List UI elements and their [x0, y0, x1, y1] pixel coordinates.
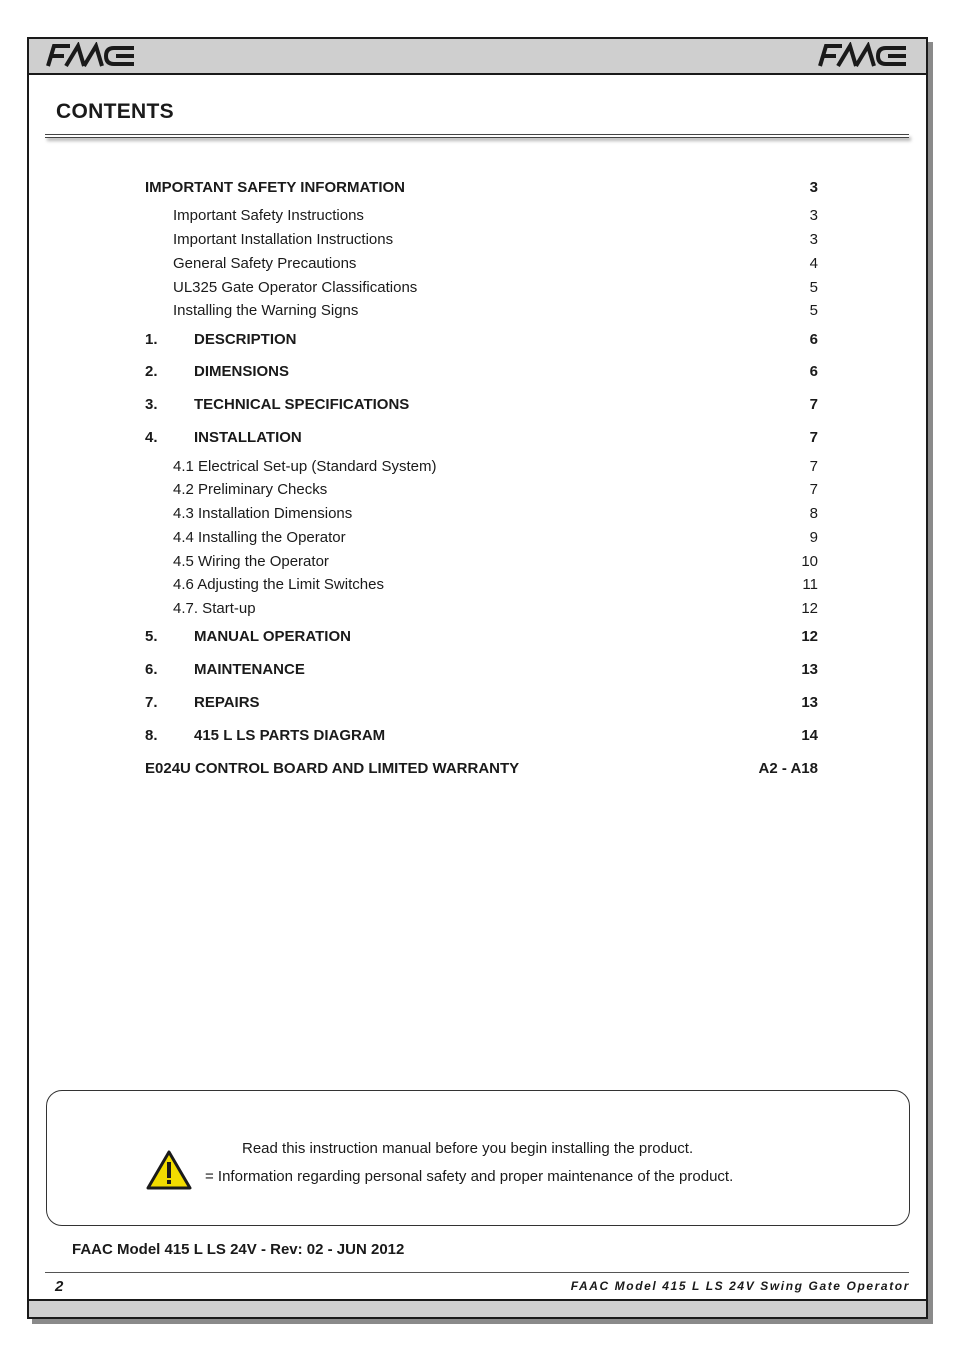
- toc-row-description[interactable]: [145, 331, 818, 353]
- toc-page: 12: [801, 600, 818, 617]
- toc-page: 12: [801, 628, 818, 645]
- toc-label: 4.6 Adjusting the Limit Switches: [173, 576, 384, 593]
- header-band: [29, 39, 926, 75]
- revision-info: FAAC Model 415 L LS 24V - Rev: 02 - JUN 2012: [72, 1241, 405, 1258]
- toc-row-safety-instructions[interactable]: [145, 207, 818, 229]
- footer-band: [29, 1299, 926, 1317]
- warning-triangle-icon: [146, 1149, 192, 1191]
- toc-page: 14: [801, 727, 818, 744]
- toc-page: 7: [809, 396, 818, 413]
- toc-page: 5: [809, 302, 818, 319]
- toc-row-4-7[interactable]: [145, 600, 818, 622]
- toc-label: TECHNICAL SPECIFICATIONS: [194, 396, 410, 413]
- toc-label: IMPORTANT SAFETY INFORMATION: [145, 179, 405, 196]
- toc-label: 4.4 Installing the Operator: [173, 529, 346, 546]
- toc-row-safety[interactable]: [145, 179, 818, 201]
- toc-label: 4.2 Preliminary Checks: [173, 481, 328, 498]
- toc-row-parts-diagram[interactable]: [145, 727, 818, 749]
- toc-row-warning-signs[interactable]: [145, 302, 818, 324]
- toc-label: Important Installation Instructions: [173, 231, 394, 248]
- title-divider: [45, 134, 909, 138]
- toc-page: 6: [809, 331, 818, 348]
- toc-page: 7: [809, 429, 818, 446]
- toc-row-repairs[interactable]: [145, 694, 818, 716]
- toc-row-4-3[interactable]: [145, 505, 818, 527]
- toc-label: DIMENSIONS: [194, 363, 290, 380]
- toc-row-4-4[interactable]: [145, 529, 818, 551]
- toc-page: 9: [809, 529, 818, 546]
- toc-label: DESCRIPTION: [194, 331, 297, 348]
- toc-label: 4.3 Installation Dimensions: [173, 505, 353, 522]
- toc-row-maintenance[interactable]: [145, 661, 818, 683]
- toc-row-4-6[interactable]: [145, 576, 818, 598]
- toc-number: 3.: [145, 396, 158, 413]
- toc-number: 2.: [145, 363, 158, 380]
- toc-page: 3: [809, 207, 818, 224]
- toc-label: 4.5 Wiring the Operator: [173, 553, 329, 570]
- toc-label: General Safety Precautions: [173, 255, 357, 272]
- toc-number: 1.: [145, 331, 158, 348]
- toc-row-4-1[interactable]: [145, 458, 818, 480]
- toc-label: Important Safety Instructions: [173, 207, 364, 224]
- toc-page: 4: [809, 255, 818, 272]
- page-title: CONTENTS: [56, 100, 174, 123]
- toc-page: A2 - A18: [758, 760, 818, 777]
- toc-page: 6: [809, 363, 818, 380]
- toc-page: 7: [809, 481, 818, 498]
- toc-row-4-5[interactable]: [145, 553, 818, 575]
- toc-label: Installing the Warning Signs: [173, 302, 359, 319]
- toc-label: 4.1 Electrical Set-up (Standard System): [173, 458, 437, 475]
- toc-page: 13: [801, 661, 818, 678]
- toc-page: 7: [809, 458, 818, 475]
- toc-label: E024U CONTROL BOARD AND LIMITED WARRANTY: [145, 760, 520, 777]
- toc-label: INSTALLATION: [194, 429, 302, 446]
- toc-number: 6.: [145, 661, 158, 678]
- toc-row-technical-specifications[interactable]: [145, 396, 818, 418]
- toc-label: REPAIRS: [194, 694, 260, 711]
- page-number: 2: [55, 1278, 64, 1295]
- footer-title: FAAC Model 415 L LS 24V Swing Gate Operator: [570, 1279, 910, 1293]
- toc-page: 10: [801, 553, 818, 570]
- toc-page: 3: [809, 179, 818, 196]
- toc-row-4-2[interactable]: [145, 481, 818, 503]
- toc-row-safety-precautions[interactable]: [145, 255, 818, 277]
- toc-page: 8: [809, 505, 818, 522]
- toc-label: 415 L LS PARTS DIAGRAM: [194, 727, 386, 744]
- toc-number: 4.: [145, 429, 158, 446]
- toc-row-dimensions[interactable]: [145, 363, 818, 385]
- toc-row-installation[interactable]: [145, 429, 818, 451]
- toc-number: 8.: [145, 727, 158, 744]
- toc-label: UL325 Gate Operator Classifications: [173, 279, 418, 296]
- toc-page: 5: [809, 279, 818, 296]
- notice-safety-info: = Information regarding personal safety and proper maintenance of the product.: [205, 1168, 734, 1185]
- toc-row-installation-instructions[interactable]: [145, 231, 818, 253]
- toc-row-control-board-warranty[interactable]: [145, 760, 818, 782]
- faac-logo-left: [44, 42, 138, 68]
- footer-divider: [45, 1272, 909, 1273]
- toc-number: 7.: [145, 694, 158, 711]
- notice-read-manual: Read this instruction manual before you begin installing the product.: [242, 1140, 694, 1157]
- toc-row-manual-operation[interactable]: [145, 628, 818, 650]
- toc-label: MAINTENANCE: [194, 661, 305, 678]
- faac-logo-right: [816, 42, 910, 68]
- toc-page: 11: [802, 576, 818, 593]
- toc-label: MANUAL OPERATION: [194, 628, 351, 645]
- toc-row-ul325[interactable]: [145, 279, 818, 301]
- toc-page: 3: [809, 231, 818, 248]
- toc-page: 13: [801, 694, 818, 711]
- toc-number: 5.: [145, 628, 158, 645]
- toc-label: 4.7. Start-up: [173, 600, 256, 617]
